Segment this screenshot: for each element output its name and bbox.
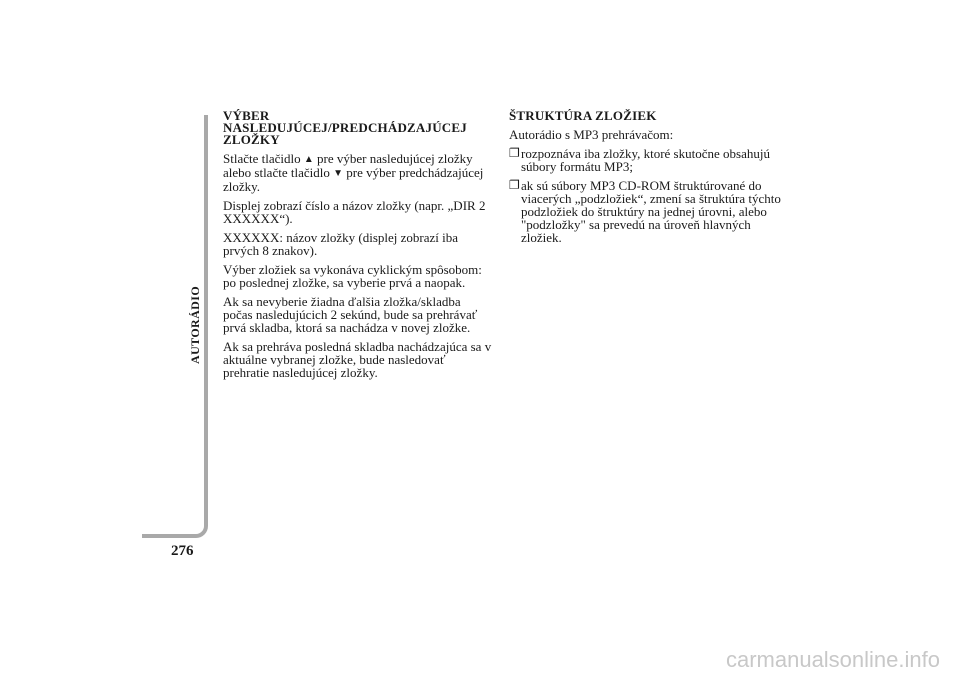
list-item — [509, 179, 784, 244]
intro-paragraph: Autorádio s MP3 prehrávačom: — [509, 127, 674, 142]
heading-line: VÝBER — [223, 108, 270, 123]
left-column — [223, 110, 493, 385]
text: pre výber nasledujúcej zložky alebo stlačte tlačidlo — [223, 151, 473, 180]
bullet-list — [509, 147, 784, 244]
section-label: AUTORÁDIO — [188, 285, 202, 364]
folder-selection-heading — [223, 110, 493, 146]
list-item — [509, 147, 784, 173]
heading-line: ZLOŽKY — [223, 132, 280, 147]
paragraph — [223, 152, 493, 193]
paragraph: Ak sa prehráva posledná skladba nachádzajúca sa v aktuálne vybranej zložke, bude nasledovať prehratie nasledujúcej zložky. — [223, 339, 492, 380]
up-arrow-icon: ▲ — [303, 154, 314, 165]
folder-structure-heading: ŠTRUKTÚRA ZLOŽIEK — [509, 108, 657, 123]
paragraph: Ak sa nevyberie žiadna ďalšia zložka/skladba počas nasledujúcich 2 sekúnd, bude sa prehrávať prvá skladba, ktorá sa nachádza v novej zložke. — [223, 294, 478, 335]
checkbox-bullet-icon: ❐ — [509, 178, 520, 192]
text: Stlačte tlačidlo — [223, 151, 301, 166]
heading-line: NASLEDUJÚCEJ/PREDCHÁDZAJÚCEJ — [223, 120, 467, 135]
down-arrow-icon: ▼ — [333, 168, 343, 179]
list-item-text: rozpoznáva iba zložky, ktoré skutočne obsahujú súbory formátu MP3; — [521, 146, 770, 174]
paragraph: Výber zložiek sa vykonáva cyklickým spôsobom: po poslednej zložke, sa vyberie prvá a naopak. — [223, 262, 482, 290]
paragraph: Displej zobrazí číslo a názov zložky (napr. „DIR 2 XXXXXX“). — [223, 198, 486, 226]
right-column — [509, 110, 784, 250]
checkbox-bullet-icon: ❐ — [509, 146, 520, 160]
paragraph: XXXXXX: názov zložky (displej zobrazí iba prvých 8 znakov). — [223, 230, 459, 258]
text: pre výber predchádzajúcej zložky. — [223, 165, 484, 194]
page-number: 276 — [171, 543, 194, 559]
list-item-text: ak sú súbory MP3 CD-ROM štruktúrované do viacerých „podzložiek“, zmení sa štruktúra týchto podzložiek do štruktúry na jednej úrovni, alebo "podzložky" sa prevedú na úroveň hlavných zložiek. — [521, 178, 781, 245]
watermark: carmanualsonline.info — [725, 647, 940, 672]
